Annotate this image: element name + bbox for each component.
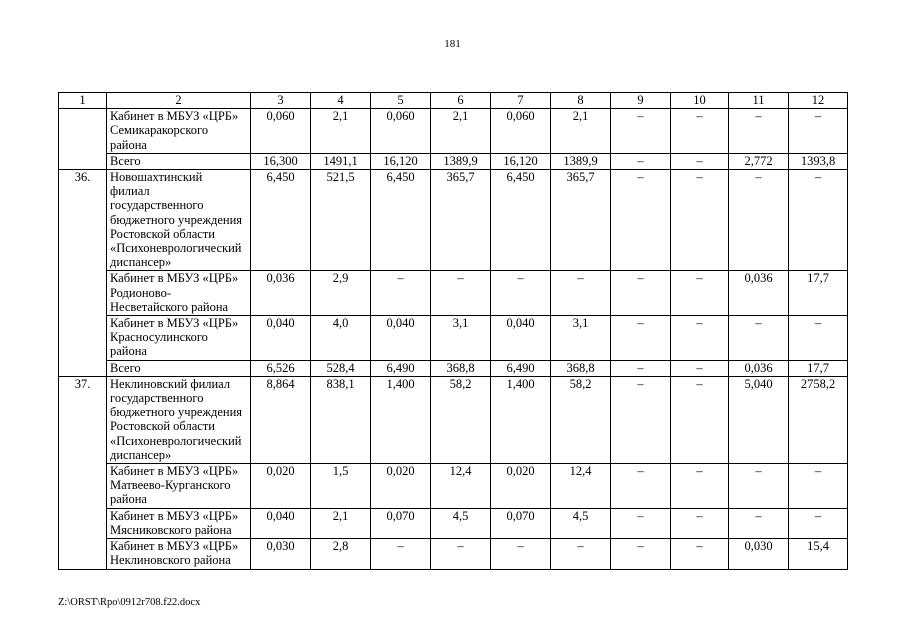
row-name: [107, 360, 251, 376]
column-header-7: 7: [491, 93, 551, 109]
row-name-line: Всего: [110, 360, 141, 375]
cell-col-10: –: [671, 316, 729, 361]
table-row: [59, 464, 848, 509]
cell-col-9: –: [611, 376, 671, 463]
table-row: [59, 539, 848, 569]
cell-col-5: 0,070: [371, 508, 431, 538]
row-name: [107, 170, 251, 271]
cell-col-3: 6,450: [251, 170, 311, 271]
row-name-line: Кабинет в МБУЗ «ЦРБ»: [110, 539, 239, 554]
cell-col-4: 1,5: [311, 464, 371, 509]
row-number: [59, 109, 107, 170]
cell-col-9: –: [611, 271, 671, 316]
table-row: [59, 153, 848, 169]
cell-col-3: 0,040: [251, 316, 311, 361]
column-header-6: 6: [431, 93, 491, 109]
cell-col-6: 365,7: [431, 170, 491, 271]
row-number: 36.: [59, 170, 107, 377]
cell-col-10: –: [671, 360, 729, 376]
cell-col-7: 0,070: [491, 508, 551, 538]
cell-col-8: 368,8: [551, 360, 611, 376]
cell-col-6: 2,1: [431, 109, 491, 154]
row-name: [107, 109, 251, 154]
cell-col-11: 2,772: [729, 153, 789, 169]
cell-col-5: 0,060: [371, 109, 431, 154]
row-name-line: Новошахтинский: [110, 170, 203, 185]
table-row: [59, 360, 848, 376]
column-header-10: 10: [671, 93, 729, 109]
cell-col-4: 1491,1: [311, 153, 371, 169]
cell-col-10: –: [671, 271, 729, 316]
cell-col-5: 0,020: [371, 464, 431, 509]
row-name-line: Кабинет в МБУЗ «ЦРБ»: [110, 271, 239, 286]
cell-col-8: 4,5: [551, 508, 611, 538]
row-name: [107, 316, 251, 361]
cell-col-7: 16,120: [491, 153, 551, 169]
cell-col-3: 16,300: [251, 153, 311, 169]
footer-file-path: Z:\ORST\Rpo\0912r708.f22.docx: [58, 597, 201, 608]
cell-col-4: 2,9: [311, 271, 371, 316]
row-name-line: Кабинет в МБУЗ «ЦРБ»: [110, 109, 239, 124]
cell-col-3: 6,526: [251, 360, 311, 376]
cell-col-11: –: [729, 170, 789, 271]
cell-col-4: 2,8: [311, 539, 371, 569]
cell-col-11: 0,036: [729, 360, 789, 376]
cell-col-7: –: [491, 271, 551, 316]
row-name-line: бюджетного учреждения: [110, 405, 243, 420]
row-name-line: государственного: [110, 391, 204, 406]
row-name: [107, 376, 251, 463]
row-name-line: Ростовской области: [110, 419, 215, 434]
cell-col-5: 16,120: [371, 153, 431, 169]
row-name-line: Матвеево-Курганского: [110, 478, 231, 493]
cell-col-3: 0,036: [251, 271, 311, 316]
cell-col-11: –: [729, 464, 789, 509]
cell-col-4: 528,4: [311, 360, 371, 376]
cell-col-9: –: [611, 539, 671, 569]
table-row: [59, 508, 848, 538]
cell-col-9: –: [611, 153, 671, 169]
row-name-line: Семикаракорского: [110, 123, 209, 138]
cell-col-7: 0,040: [491, 316, 551, 361]
cell-col-12: –: [789, 170, 848, 271]
cell-col-12: –: [789, 464, 848, 509]
column-header-9: 9: [611, 93, 671, 109]
cell-col-5: 1,400: [371, 376, 431, 463]
page-number: 181: [444, 38, 461, 50]
cell-col-6: –: [431, 271, 491, 316]
row-name-line: района: [110, 344, 147, 359]
row-name-line: Неклиновского района: [110, 553, 231, 568]
cell-col-7: 6,490: [491, 360, 551, 376]
cell-col-7: 0,020: [491, 464, 551, 509]
cell-col-3: 0,040: [251, 508, 311, 538]
cell-col-9: –: [611, 170, 671, 271]
cell-col-8: 3,1: [551, 316, 611, 361]
cell-col-11: 0,030: [729, 539, 789, 569]
row-name: [107, 508, 251, 538]
cell-col-5: –: [371, 271, 431, 316]
row-name-line: Кабинет в МБУЗ «ЦРБ»: [110, 316, 239, 331]
row-name-line: Всего: [110, 153, 141, 168]
cell-col-4: 4,0: [311, 316, 371, 361]
row-name-line: «Психоневрологический: [110, 241, 242, 256]
cell-col-9: –: [611, 109, 671, 154]
cell-col-4: 2,1: [311, 508, 371, 538]
row-number: 37.: [59, 376, 107, 569]
column-header-11: 11: [729, 93, 789, 109]
column-header-4: 4: [311, 93, 371, 109]
table-body: [59, 109, 848, 569]
table-row: [59, 170, 848, 271]
row-name-line: диспансер»: [110, 447, 172, 462]
cell-col-6: –: [431, 539, 491, 569]
cell-col-4: 2,1: [311, 109, 371, 154]
cell-col-8: 2,1: [551, 109, 611, 154]
cell-col-11: 0,036: [729, 271, 789, 316]
cell-col-7: 0,060: [491, 109, 551, 154]
cell-col-10: –: [671, 376, 729, 463]
row-name-line: Родионово-: [110, 285, 171, 300]
row-name-line: Кабинет в МБУЗ «ЦРБ»: [110, 508, 239, 523]
row-name-line: бюджетного учреждения: [110, 212, 243, 227]
row-name-line: Красносулинского: [110, 330, 208, 345]
cell-col-10: –: [671, 539, 729, 569]
row-name-line: диспансер»: [110, 255, 172, 270]
cell-col-12: 1393,8: [789, 153, 848, 169]
cell-col-12: 15,4: [789, 539, 848, 569]
row-name-line: Несветайского района: [110, 299, 229, 314]
cell-col-11: –: [729, 109, 789, 154]
cell-col-6: 58,2: [431, 376, 491, 463]
cell-col-3: 8,864: [251, 376, 311, 463]
column-header-12: 12: [789, 93, 848, 109]
cell-col-7: 6,450: [491, 170, 551, 271]
table-row: [59, 376, 848, 463]
cell-col-12: –: [789, 508, 848, 538]
row-name-line: района: [110, 137, 147, 152]
cell-col-11: –: [729, 508, 789, 538]
column-header-1: 1: [59, 93, 107, 109]
row-name: [107, 153, 251, 169]
cell-col-6: 3,1: [431, 316, 491, 361]
cell-col-6: 4,5: [431, 508, 491, 538]
cell-col-8: 58,2: [551, 376, 611, 463]
cell-col-12: 17,7: [789, 271, 848, 316]
cell-col-3: 0,020: [251, 464, 311, 509]
cell-col-3: 0,030: [251, 539, 311, 569]
cell-col-7: 1,400: [491, 376, 551, 463]
column-header-3: 3: [251, 93, 311, 109]
cell-col-4: 521,5: [311, 170, 371, 271]
cell-col-12: –: [789, 109, 848, 154]
cell-col-4: 838,1: [311, 376, 371, 463]
cell-col-11: –: [729, 316, 789, 361]
row-name-line: района: [110, 492, 147, 507]
cell-col-8: –: [551, 271, 611, 316]
cell-col-10: –: [671, 170, 729, 271]
cell-col-9: –: [611, 464, 671, 509]
row-name-line: филиал: [110, 184, 150, 199]
cell-col-5: –: [371, 539, 431, 569]
cell-col-10: –: [671, 153, 729, 169]
row-name: [107, 539, 251, 569]
cell-col-12: 2758,2: [789, 376, 848, 463]
cell-col-6: 12,4: [431, 464, 491, 509]
cell-col-8: 1389,9: [551, 153, 611, 169]
cell-col-6: 368,8: [431, 360, 491, 376]
row-name-line: Неклиновский филиал: [110, 376, 231, 391]
cell-col-10: –: [671, 464, 729, 509]
cell-col-12: –: [789, 316, 848, 361]
cell-col-3: 0,060: [251, 109, 311, 154]
cell-col-10: –: [671, 109, 729, 154]
cell-col-5: 6,450: [371, 170, 431, 271]
cell-col-8: 12,4: [551, 464, 611, 509]
cell-col-5: 6,490: [371, 360, 431, 376]
column-header-5: 5: [371, 93, 431, 109]
cell-col-12: 17,7: [789, 360, 848, 376]
cell-col-8: 365,7: [551, 170, 611, 271]
row-name-line: государственного: [110, 198, 204, 213]
cell-col-5: 0,040: [371, 316, 431, 361]
row-name-line: Ростовской области: [110, 226, 215, 241]
cell-col-7: –: [491, 539, 551, 569]
cell-col-8: –: [551, 539, 611, 569]
table-row: [59, 271, 848, 316]
data-table: [58, 92, 848, 570]
row-name-line: Мясниковского района: [110, 522, 232, 537]
table-row: [59, 316, 848, 361]
table-row: [59, 109, 848, 154]
row-name: [107, 464, 251, 509]
cell-col-9: –: [611, 508, 671, 538]
row-name: [107, 271, 251, 316]
cell-col-9: –: [611, 360, 671, 376]
row-name-line: «Психоневрологический: [110, 433, 242, 448]
cell-col-9: –: [611, 316, 671, 361]
cell-col-10: –: [671, 508, 729, 538]
table-header-row: [59, 93, 848, 109]
row-name-line: Кабинет в МБУЗ «ЦРБ»: [110, 464, 239, 479]
cell-col-6: 1389,9: [431, 153, 491, 169]
column-header-2: 2: [107, 93, 251, 109]
cell-col-11: 5,040: [729, 376, 789, 463]
column-header-8: 8: [551, 93, 611, 109]
